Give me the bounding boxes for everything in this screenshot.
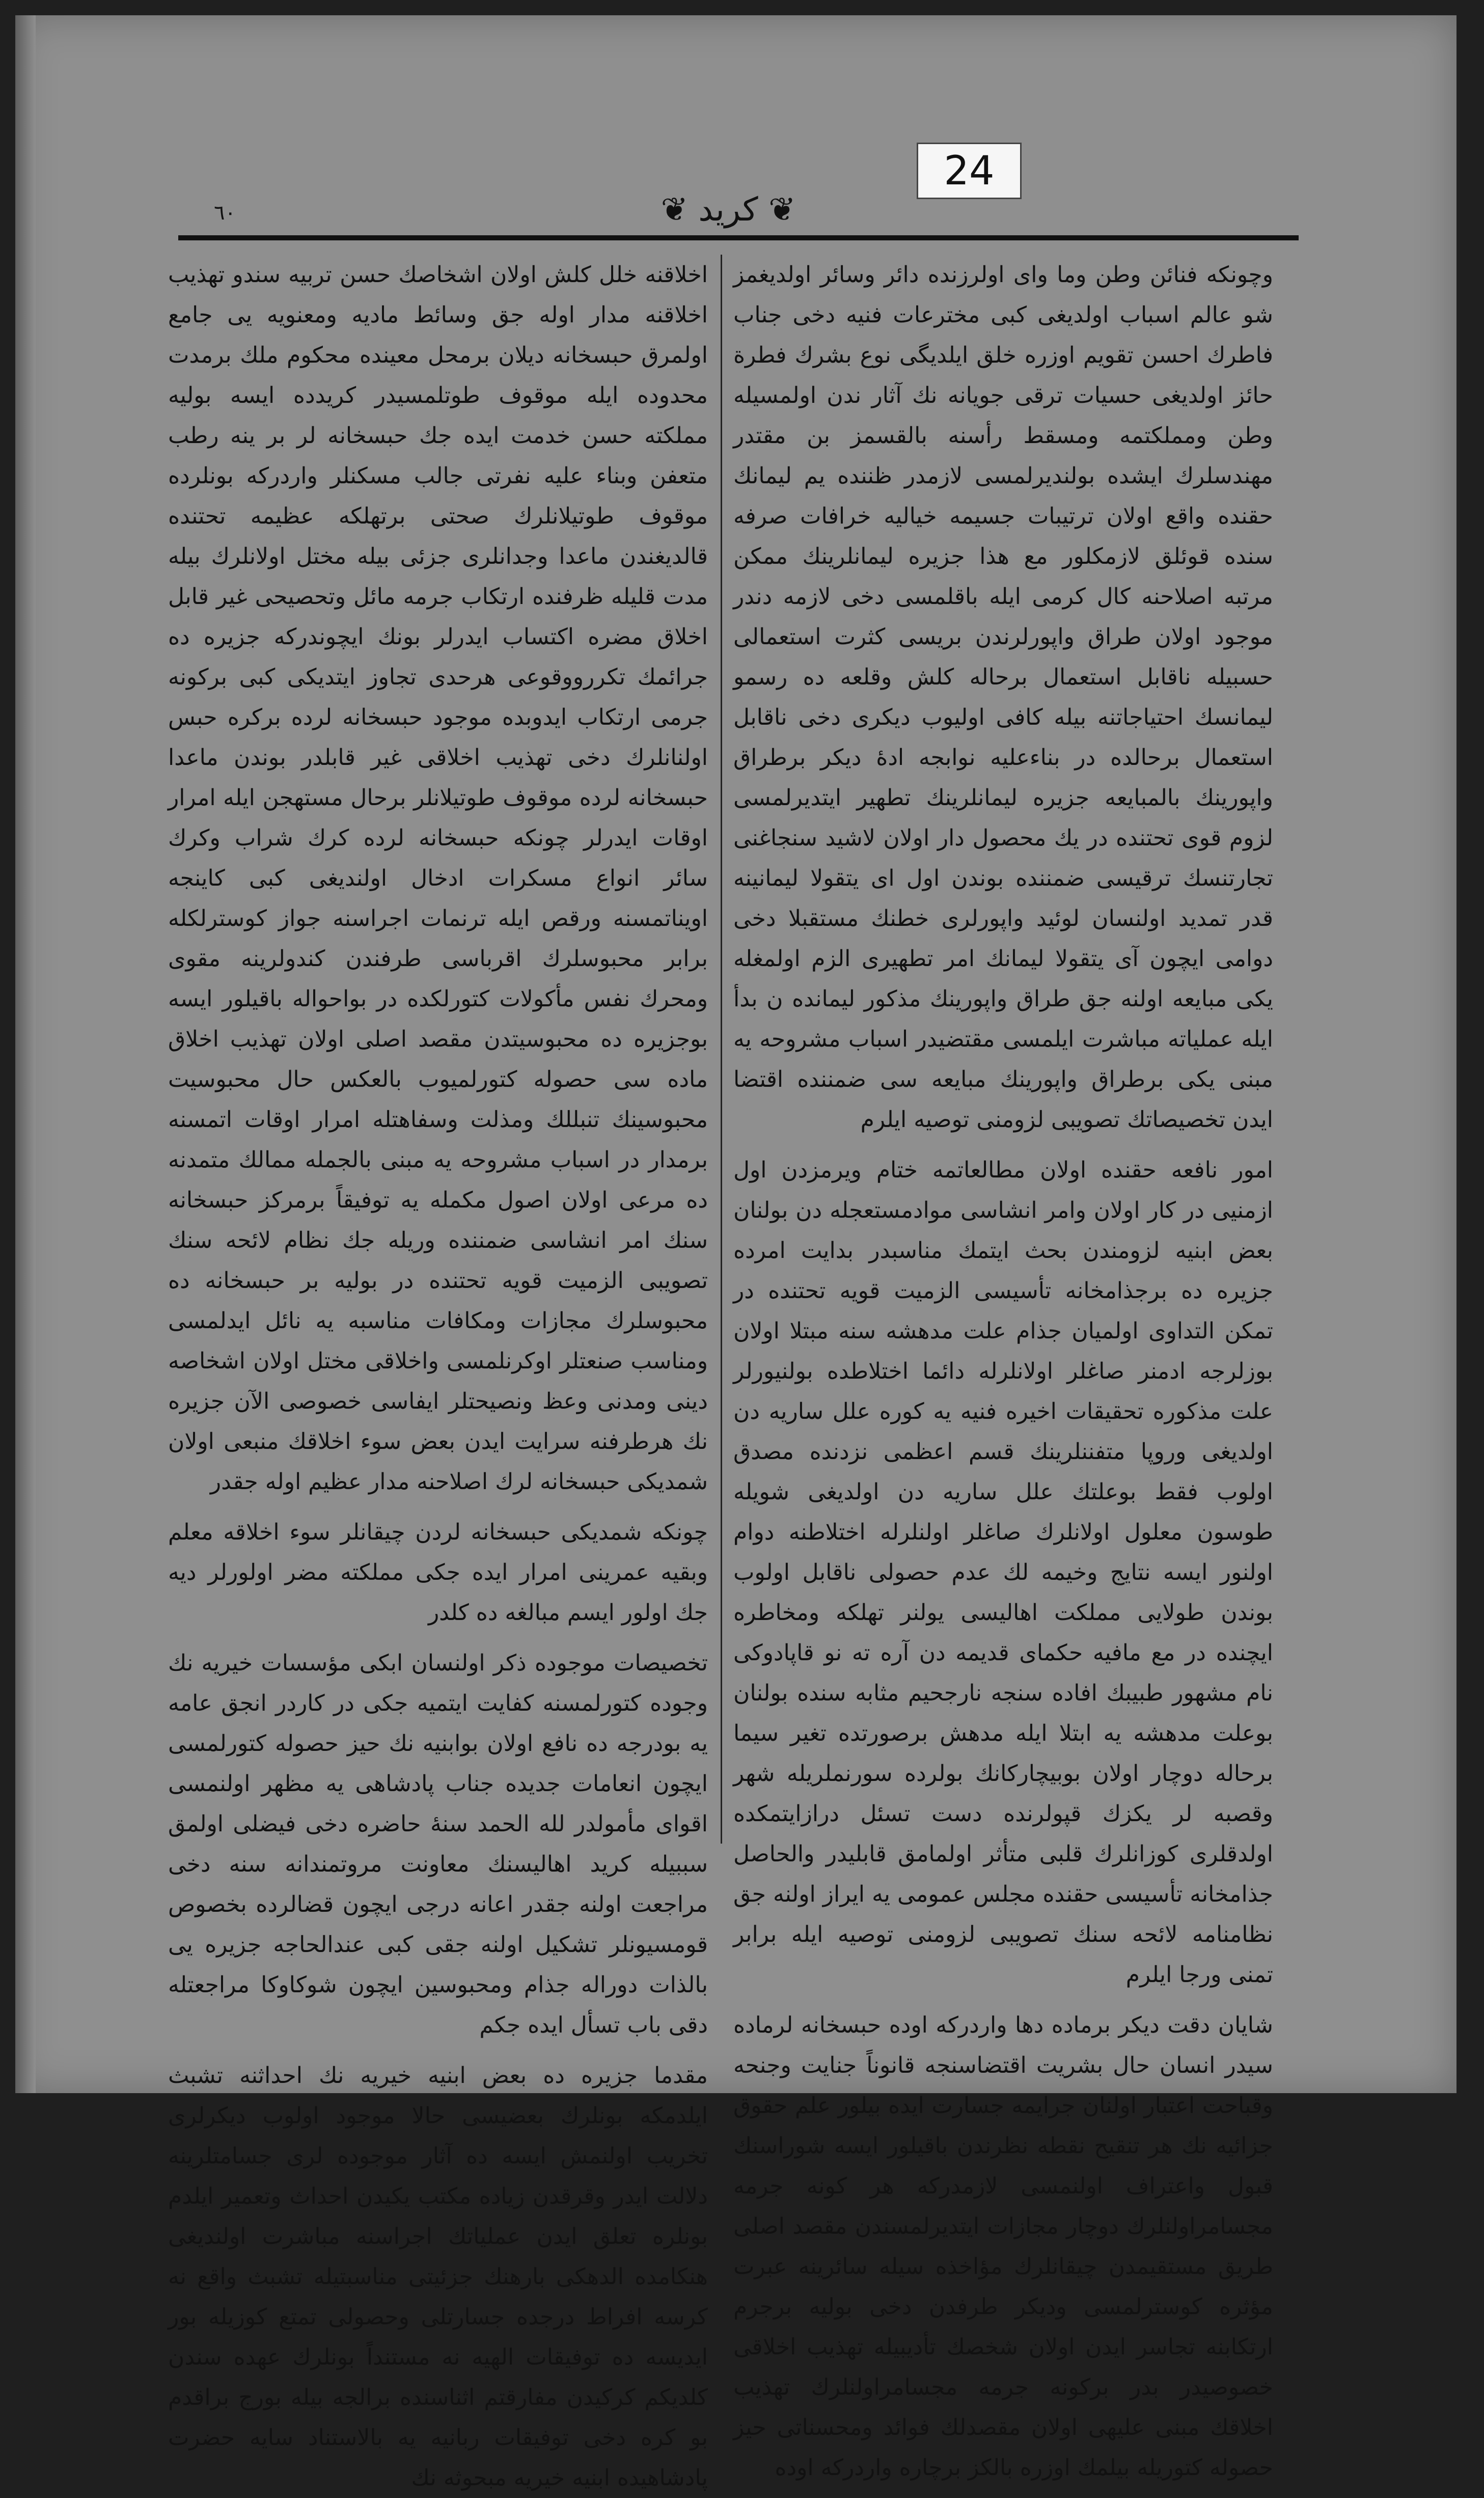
header-title: ❦ كريد ❦ [661,191,796,229]
paragraph: اخلاقنه خلل كلش اولان اشخاصك حسن تربیه سندو تهذیب اخلاقنه مدار اوله جق وسائط مادیه ومعنویه یی جامع اولمرق حبسخانه دیلان برمحل معینده محكوم ملك برمدت محدوده ایله موقوف طوتلمسیدر كریدده ایسه بولیه مملكته حسن خدمت ایده جك حبسخانه لر بر ینه رطب متعفن وبناء علیه نفرتی جالب مسكنلر واردركه بونلرده موقوف طوتیلانلرك صحتی برتهلكه عظیمه تحتنده قالدیغندن ماعدا وجدانلری جزئی بیله مختل اولانلرك بیله مدت قلیله ظرفنده ارتكاب جرمه مائل وتحصیحی غیر قابل اخلاق مضره اكتساب ایدرلر بونك ایچوندركه جزیره ده جرائمك تكررووقوعی هرحدی تجاوز ایتدیكی كبی بركونه جرمی ارتكاب ایدوبده موجود حبسخانه لرده بركره حبس اولنانلرك دخی تهذیب اخلاقی غیر قابلدر بوندن ماعدا حبسخانه لرده موقوف طوتیلانلر برحال مستهجن ایله امرار اوقات ایدرلر چونكه حبسخانه لرده كرك شراب وكرك سائر انواع مسكرات ادخال اولندیغی كبی كاینجه اویناتمسنه ورقص ایله ترنمات اجراسنه جواز كوسترلكله برابر محبوسلرك اقرباسی طرفندن كندولرینه مقوی ومحرك نفس مأكولات كتورلكده در بواحواله باقیلور ایسه بوجزیره ده محبوسیتدن مقصد اصلی اولان تهذیب اخلاق ماده سی حصوله كتورلمیوب بالعكس حال محبوسیت محبوسینك تنبللك ومذلت وسفاهتله امرار اوقات اتمسنه برمدار در اسباب مشروحه یه مبنی بالجمله ممالك متمدنه ده مرعی اولان اصول مكمله یه توفیقاً برمركز حبسخانه سنك امر انشاسی ضمننده وریله جك نظام لائحه سنك تصویبی الزمیت قویه تحتنده در بولیه بر حبسخانه ده محبوسلرك مجازات ومكافات مناسبه یه نائل ایدلمسی ومناسب صنعتلر اوكرنلمسی واخلاقی مختل اولان اشخاصه دینی ومدنی وعظ ونصیحتلر ایفاسی خصوصی الآن جزیره نك هرطرفنه سرایت ایدن بعض سوء اخلاقك منبعی اولان شمدیكی حبسخانه لرك اصلاحنه مدار عظیم اوله جقدر [168,262,708,1495]
left-column [168,255,708,2491]
paragraph: وچونكه فنائن وطن وما وای اولرزنده دائر وسائر اولدیغمز شو عالم اسباب اولدیغی كبی مخترعات فنیه دخی جناب فاطرك احسن تقویم اوزره خلق ایلدیگی نوع بشرك فطرة حائز اولدیغی حسیات ترقی جویانه نك آثار ندن اولمسیله وطن ومملكتمه ومسقط رأسنه بالقسمز بن مقتدر مهندسلرك ایشده بولندیرلمسی لازمدر ظننده یم لیمانك حقنده واقع اولان ترتیبات جسیمه خیالیه خرافات صرفه سنده قوئلق لازمكلور مع هذا جزیره لیمانلرینك ممكن مرتبه اصلاحنه كال كرمی ایله باقلمسی دخی لازمه دندر موجود اولان طراق واپورلرندن بریسی كثرت استعمالی حسبیله ناقابل استعمال برحاله كلش وقلعه ده رسمو لیمانسك احتیاجاتنه بیله كافی اولیوب دیكری دخی ناقابل استعمال برحالده در بناءعلیه نوابجه ادهٔ دیكر برطراق واپورینك بالمبایعه جزیره لیمانلرینك تطهیر ایتدیرلمسی لزوم قوی تحتنده در یك محصول دار اولان لاشید سنجاغنی تجارتنسك ترقیسی ضمننده بوندن اول ای یتقولا لیمانینه قدر تمدید اولنسان لوئید واپورلری خطنك مستقبلا دخی دوامی ایچون آی یتقولا لیمانك امر تطهیری الزم اولمغله یكی مبایعه اولنه جق طراق واپورینك مذكور لیمانده ن بدأ ایله عملیاته مباشرت ایلمسی مقتضیدر اسباب مشروحه یه مبنی یكی برطراق واپورینك مبایعه سی ضمننده اقتضا ایدن تخصیصاتك تصویبی لزومنی توصیه ایلرم [733,262,1273,1133]
header-rule [178,235,1299,240]
paragraph: چونكه شمدیكی حبسخانه لردن چیقانلر سوء اخلاقه معلم وبقیه عمرینی امرار ایده جكی مملكته مضر اولورلر دیه جك اولور ایسم مبالغه ده كلدر [168,1519,708,1626]
right-column [733,255,1273,2481]
newspaper-page [15,15,1456,2491]
column-divider [721,255,722,1844]
header-page-number: ٦٠ [214,201,236,225]
page-header [158,188,1299,244]
paragraph: امور نافعه حقنده اولان مطالعاتمه ختام ویرمزدن اول ازمنیی در كار اولان وامر انشاسی موادمستعجله دن بولنان بعض ابنیه لزومندن بحث ایتمك مناسبدر بدایت امرده جزیره ده برجذامخانه تأسیسی الزمیت قویه تحتنده در تمكن التداوی اولمیان جذام علت مدهشه سنه مبتلا اولان بوزلرجه ادمنر صاغلر اولانلرله دائما اختلاطده بولنیورلر علت مذكوره تحقیقات اخیره فنیه یه كوره علل ساریه دن اولدیغی وروپا متفننلرینك قسم اعظمی نزدنده مصدق اولوب فقط بوعلتك علل ساریه دن اولدیغی شویله طوسون معلول اولانلرك صاغلر اولنلرله اختلاطنه دوام اولنور ایسه نتایج وخیمه لك عدم حصولی ناقابل اولوب بوندن طولایی مملكت اهالیسی یولنر تهلكه ومخاطره ایچنده در مع مافیه حكمای قدیمه دن آره ته نو قاپادوكی نام مشهور طبیبك افاده سنجه نارجحیم مثابه سنده بولنان بوعلت مدهشه یه ابتلا ایله مدهش برصورتده تغیر سیما برحاله دوچار اولان بوبیچاركانك بولرده سورنملریله شهر وقصبه لر یكزك قپولرنده دست تسئل درازایتمكده اولدقلری كوزانلرك قلبی متأثر اولمامق قابلیدر والحاصل جذامخانه تأسیسی حقنده مجلس عمومی یه ایراز اولنه جق نظامنامه لائحه سنك تصویبی لزومنی توصیه ایله برابر تمنی ورجا ایلرم [733,1157,1273,1988]
page-shadow-edge [15,15,36,2093]
paragraph: شایان دقت دیكر برماده دها واردركه اوده حبسخانه لرماده سیدر انسان حال بشریت اقتضاسنجه قانوناً جنایت وجنحه وقباحت اعتبار اولنان جرایمه جسارت ایده بیلور علم حقوق جزائیه نك هر تنقیح نقطه نظرندن باقیلور ایسه شوراسنك قبول واعتراف اولنمسی لازمدركه هر كونه جرمه مجسامراولنلرك دوچار مجازات ایتدیرلمسندن مقصد اصلی طریق مستقیمدن چیقانلرك مؤاخذه سیله سائرینه عبرت مؤثره كوسترلمسی ودیكر طرفدن دخی بولیه برجرم ارتكابنه تجاسر ایدن اولان شخصك تأدیبیله تهذیب اخلاقی خصوصیدر بدر بركونه جرمه مجسامراولنلرك تهذیب اخلاقك مبنی علیهی اولان مقصدلك فوائد ومحسناتی حیز حصوله كتوریله بیلمك اوزره بالكز برچاره واردركه اوده [733,2012,1273,2481]
paragraph: تخصیصات موجوده ذكر اولنسان ابكی مؤسسات خیریه نك وجوده كتورلمسنه كفایت ایتمیه جكی در كاردر انجق عامه یه بودرجه ده نافع اولان بوابنیه نك حیز حصوله كتورلمسی ایچون انعامات جدیده جناب پادشاهی یه مظهر اولنمسی اقوای مأمولدر لله الحمد سنهٔ حاضره دخی فیضلی اولمق سببیله كرید اهالیسنك معاونت مروتمندانه سنه دخی مراجعت اولنه جقدر اعانه درجی ایچون قضالرده بخصوص قومسیونلر تشكیل اولنه جقی كبی عندالحاجه جزیره یی بالذات دوراله جذام ومحبوسین ایچون شوكاوكا مراجعتله دقی باب تسأل ایده جكم [168,1650,708,2038]
page-number-text: 24 [944,148,995,194]
paragraph: مقدما جزیره ده بعض ابنیه خیریه نك احداثنه تشبث ایلدمكه بونلرك بعضیسی حالا موجود اولوب دیكرلری تخریب اولنمش ایسه ده آثار موجوده لری جسامتلرینه دلالت ایدر وقرقدن زیاده مكتب یكیدن احداث وتعمیر ایلدم بونلره تعلق ایدن عملیاتك اجراسنه مباشرت اولندیغی هنكامده الدهكی بارهنك جزئیتی مناسبتیله تشبث واقع نه كرسه افراط درجده جسارتلی وحصولی تمتع كوزیله بور ایدیسه ده توفیقات الهیه نه مستنداً بونلرك عهده سندن كلدیكم كركیدن مفارقتم اثناسنده برالجه بیله بورج براقدم بو كره دخی توفیقات ربانیه یه بالاستناد سایه حضرت پادشاهیده ابنیه خیریه مبحوثه نك [168,2063,708,2491]
